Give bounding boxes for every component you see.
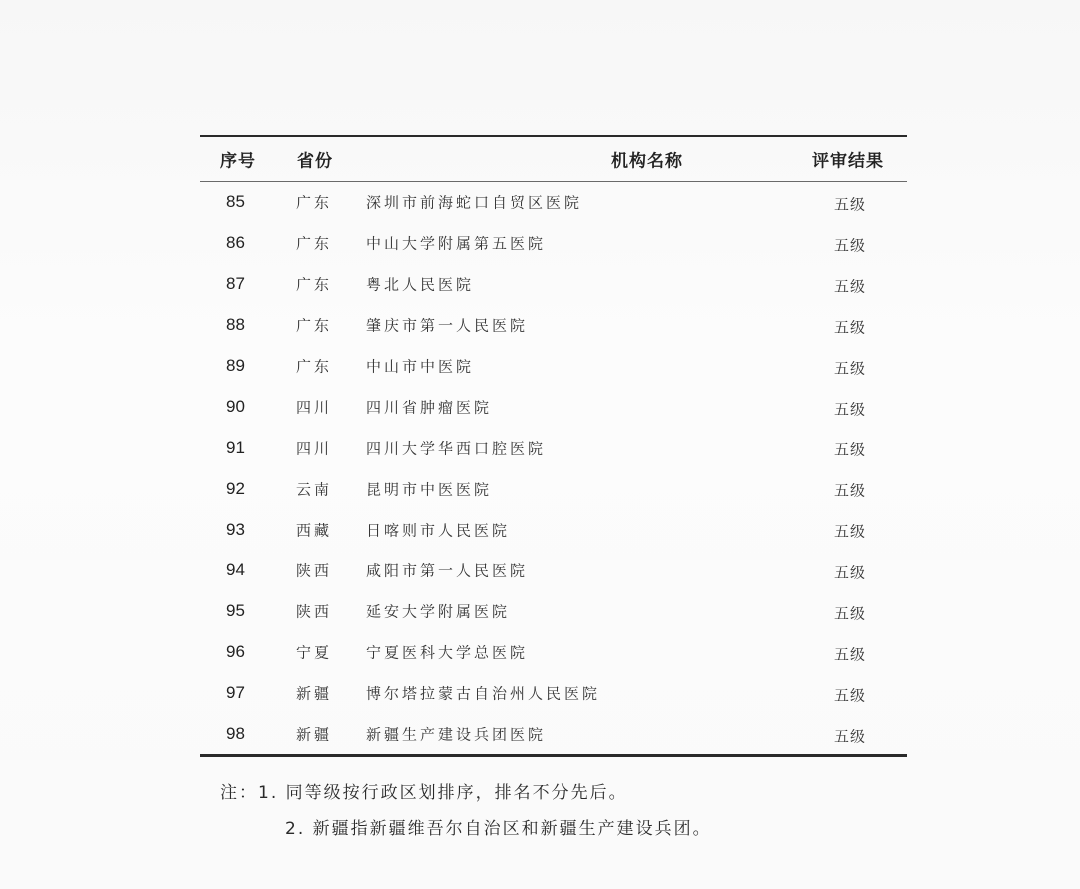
row-name: 中山大学附属第五医院 xyxy=(366,234,547,253)
row-result: 五级 xyxy=(834,604,867,623)
table-row xyxy=(200,509,907,550)
row-province: 陕西 xyxy=(296,602,333,621)
row-result: 五级 xyxy=(834,195,867,214)
row-province: 广东 xyxy=(296,357,333,376)
row-result: 五级 xyxy=(834,686,867,705)
row-no: 89 xyxy=(226,356,245,375)
header-result: 评审结果 xyxy=(812,151,884,172)
row-province: 四川 xyxy=(296,439,333,458)
row-result: 五级 xyxy=(834,645,867,664)
row-province: 云南 xyxy=(296,480,333,499)
row-no: 87 xyxy=(226,274,245,294)
table-row xyxy=(200,673,907,714)
table-notes xyxy=(220,775,712,847)
row-name: 深圳市前海蛇口自贸区医院 xyxy=(366,193,583,212)
row-result: 五级 xyxy=(834,522,867,541)
row-name: 肇庆市第一人民医院 xyxy=(366,316,529,335)
row-province: 广东 xyxy=(296,275,333,294)
row-no: 97 xyxy=(226,683,245,703)
row-result: 五级 xyxy=(834,400,867,419)
table-bottom-rule xyxy=(200,754,907,757)
header-province: 省份 xyxy=(297,151,333,172)
row-province: 广东 xyxy=(296,316,333,335)
row-no: 86 xyxy=(226,233,245,253)
row-name: 宁夏医科大学总医院 xyxy=(366,643,529,662)
row-result: 五级 xyxy=(834,440,867,459)
row-result: 五级 xyxy=(834,359,867,378)
table-row xyxy=(200,468,907,509)
row-province: 四川 xyxy=(296,398,333,417)
table-row xyxy=(200,550,907,591)
row-no: 98 xyxy=(226,724,245,744)
row-result: 五级 xyxy=(834,277,867,296)
row-no: 96 xyxy=(226,642,245,662)
row-no: 88 xyxy=(226,315,245,335)
table-row xyxy=(200,632,907,673)
row-province: 广东 xyxy=(296,193,333,212)
row-name: 博尔塔拉蒙古自治州人民医院 xyxy=(366,684,601,703)
row-result: 五级 xyxy=(834,481,867,500)
row-province: 广东 xyxy=(296,234,333,253)
table-row xyxy=(200,386,907,427)
note-line-2: 2. 新疆指新疆维吾尔自治区和新疆生产建设兵团。 xyxy=(285,819,712,839)
table-row xyxy=(200,182,907,223)
row-no: 93 xyxy=(226,519,245,539)
row-name: 延安大学附属医院 xyxy=(366,602,511,621)
row-no: 92 xyxy=(226,478,245,498)
row-province: 新疆 xyxy=(296,684,333,703)
row-province: 陕西 xyxy=(296,561,333,580)
row-no: 90 xyxy=(226,396,245,416)
row-result: 五级 xyxy=(834,318,867,337)
row-no: 91 xyxy=(226,437,245,457)
table-row xyxy=(200,223,907,264)
header-name: 机构名称 xyxy=(611,151,683,172)
row-name: 咸阳市第一人民医院 xyxy=(366,561,529,580)
table-row xyxy=(200,714,907,755)
row-name: 昆明市中医医院 xyxy=(366,480,493,499)
row-no: 95 xyxy=(226,601,245,621)
row-province: 新疆 xyxy=(296,725,333,744)
table-row xyxy=(200,264,907,305)
row-province: 宁夏 xyxy=(296,643,333,662)
row-name: 四川大学华西口腔医院 xyxy=(366,439,547,458)
row-result: 五级 xyxy=(834,563,867,582)
table-body xyxy=(200,182,907,754)
header-no: 序号 xyxy=(220,151,256,172)
table-row xyxy=(200,305,907,346)
note-line-1: 注：1. 同等级按行政区划排序，排名不分先后。 xyxy=(220,783,628,803)
row-name: 粤北人民医院 xyxy=(366,275,475,294)
table-row xyxy=(200,427,907,468)
row-name: 新疆生产建设兵团医院 xyxy=(366,725,547,744)
row-result: 五级 xyxy=(834,236,867,255)
row-no: 85 xyxy=(226,192,245,212)
row-name: 日喀则市人民医院 xyxy=(366,521,511,540)
row-no: 94 xyxy=(226,560,245,580)
table-header-row xyxy=(200,137,907,181)
row-province: 西藏 xyxy=(296,521,333,540)
row-name: 四川省肿瘤医院 xyxy=(366,398,493,417)
hospital-rating-table xyxy=(200,135,907,757)
table-row xyxy=(200,346,907,387)
table-row xyxy=(200,591,907,632)
row-name: 中山市中医院 xyxy=(366,357,475,376)
row-result: 五级 xyxy=(834,727,867,746)
